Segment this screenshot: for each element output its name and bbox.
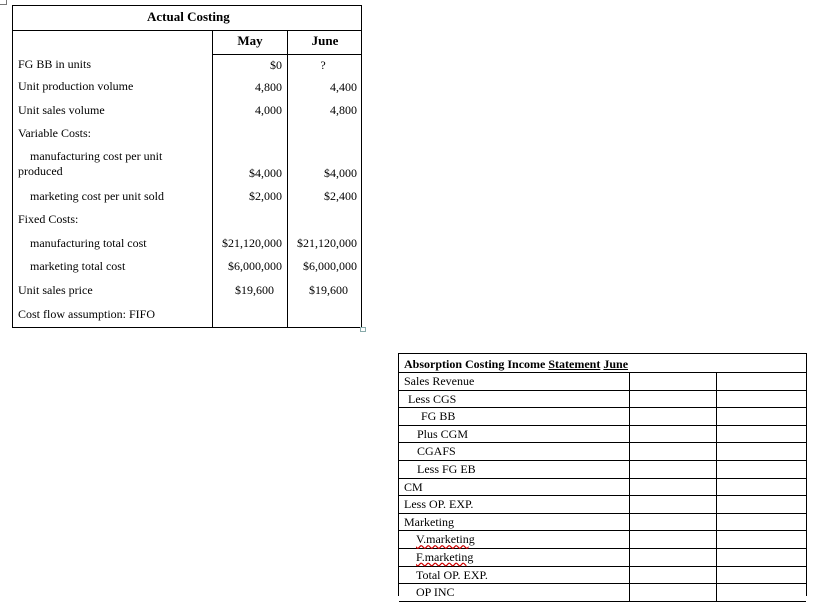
cell-june: $4,000 [324,166,357,180]
actual-costing-table [12,5,362,328]
amount-cell[interactable] [629,408,716,426]
statement-row [399,584,806,602]
amount-cell[interactable] [629,567,716,585]
total-cell[interactable] [716,391,807,409]
header-divider [212,54,361,55]
table-title: Actual Costing [147,9,230,24]
statement-row-label: Less FG EB [417,462,476,476]
statement-row-label: V.marketing [416,532,475,547]
row-label: Variable Costs: [18,126,91,140]
statement-row-label: Total OP. EXP. [416,567,488,582]
row-label: manufacturing cost per unit [30,149,163,163]
amount-cell[interactable] [629,426,716,444]
column-header-june: June [311,33,339,48]
cell-june: $2,400 [324,189,357,203]
statement-row-label: F.marketing [416,550,474,564]
amount-cell[interactable] [629,514,716,532]
cell-may: $4,000 [249,166,282,180]
cell-may: $2,000 [249,189,282,203]
amount-cell[interactable] [629,549,716,567]
cell-june: $6,000,000 [303,259,357,273]
row-label-continued: produced [18,164,63,178]
statement-title-row [399,354,806,373]
amount-cell[interactable] [629,479,716,497]
column-header-may: May [237,33,263,48]
total-cell[interactable] [716,461,807,479]
row-label: Fixed Costs: [18,212,79,226]
amount-cell[interactable] [629,461,716,479]
statement-row [399,496,806,514]
amount-cell[interactable] [629,531,716,549]
row-label: Cost flow assumption: FIFO [18,307,156,321]
cell-may: $0 [270,58,282,72]
total-cell[interactable] [716,373,807,391]
statement-row-label: CM [404,479,423,494]
statement-row [399,426,806,444]
cell-june: ? [320,58,326,72]
total-cell[interactable] [716,408,807,426]
cell-june: 4,800 [330,103,357,117]
statement-title-part1: Absorption Costing Income [404,357,546,371]
amount-cell[interactable] [629,443,716,461]
row-label: FG BB in units [18,57,92,71]
row-label: Unit sales volume [18,103,105,117]
total-cell[interactable] [716,549,807,567]
total-cell[interactable] [716,496,807,514]
row-label: Unit production volume [18,79,134,93]
cell-june: 4,400 [330,80,357,94]
column-divider [287,30,288,327]
statement-row [399,514,806,532]
total-cell[interactable] [716,567,807,585]
statement-row [399,479,806,497]
table-resize-handle[interactable] [360,327,366,332]
statement-row [399,408,806,426]
statement-row [399,549,806,567]
cell-may: 4,000 [255,103,282,117]
amount-cell[interactable] [629,584,716,602]
cell-may: $6,000,000 [228,259,282,273]
statement-row [399,531,806,549]
cell-may: 4,800 [255,80,282,94]
statement-row [399,461,806,479]
statement-row-label: Less CGS [408,391,457,406]
cell-june: $21,120,000 [297,236,357,250]
row-label: marketing total cost [30,259,126,273]
row-label: manufacturing total cost [30,236,147,250]
total-cell[interactable] [716,443,807,461]
statement-title-part2: Statement [548,357,601,371]
statement-row-label: FG BB [421,409,456,424]
amount-cell[interactable] [629,373,716,391]
total-cell[interactable] [716,426,807,444]
statement-title-part3: June [603,357,629,371]
corner-mark [0,0,7,5]
amount-cell[interactable] [629,391,716,409]
statement-row-label: Sales Revenue [404,374,475,388]
statement-row-label: Plus CGM [417,426,469,441]
statement-row [399,391,806,409]
cell-may: $19,600 [235,283,274,297]
statement-row-label: Marketing [404,514,454,529]
statement-row [399,443,806,461]
statement-row-label: OP INC [416,585,455,600]
amount-cell[interactable] [629,496,716,514]
total-cell[interactable] [716,514,807,532]
total-cell[interactable] [716,531,807,549]
cell-may: $21,120,000 [222,236,282,250]
income-statement-table [398,353,807,600]
statement-row-label: Less OP. EXP. [404,497,474,512]
total-cell[interactable] [716,584,807,602]
total-cell[interactable] [716,479,807,497]
statement-row-label: CGAFS [417,444,456,459]
statement-row [399,567,806,585]
statement-row [399,373,806,391]
cell-june: $19,600 [309,283,348,297]
table-title-cell [13,6,361,31]
row-label: Unit sales price [18,283,93,297]
row-label: marketing cost per unit sold [30,189,164,203]
statement-title [404,356,628,372]
